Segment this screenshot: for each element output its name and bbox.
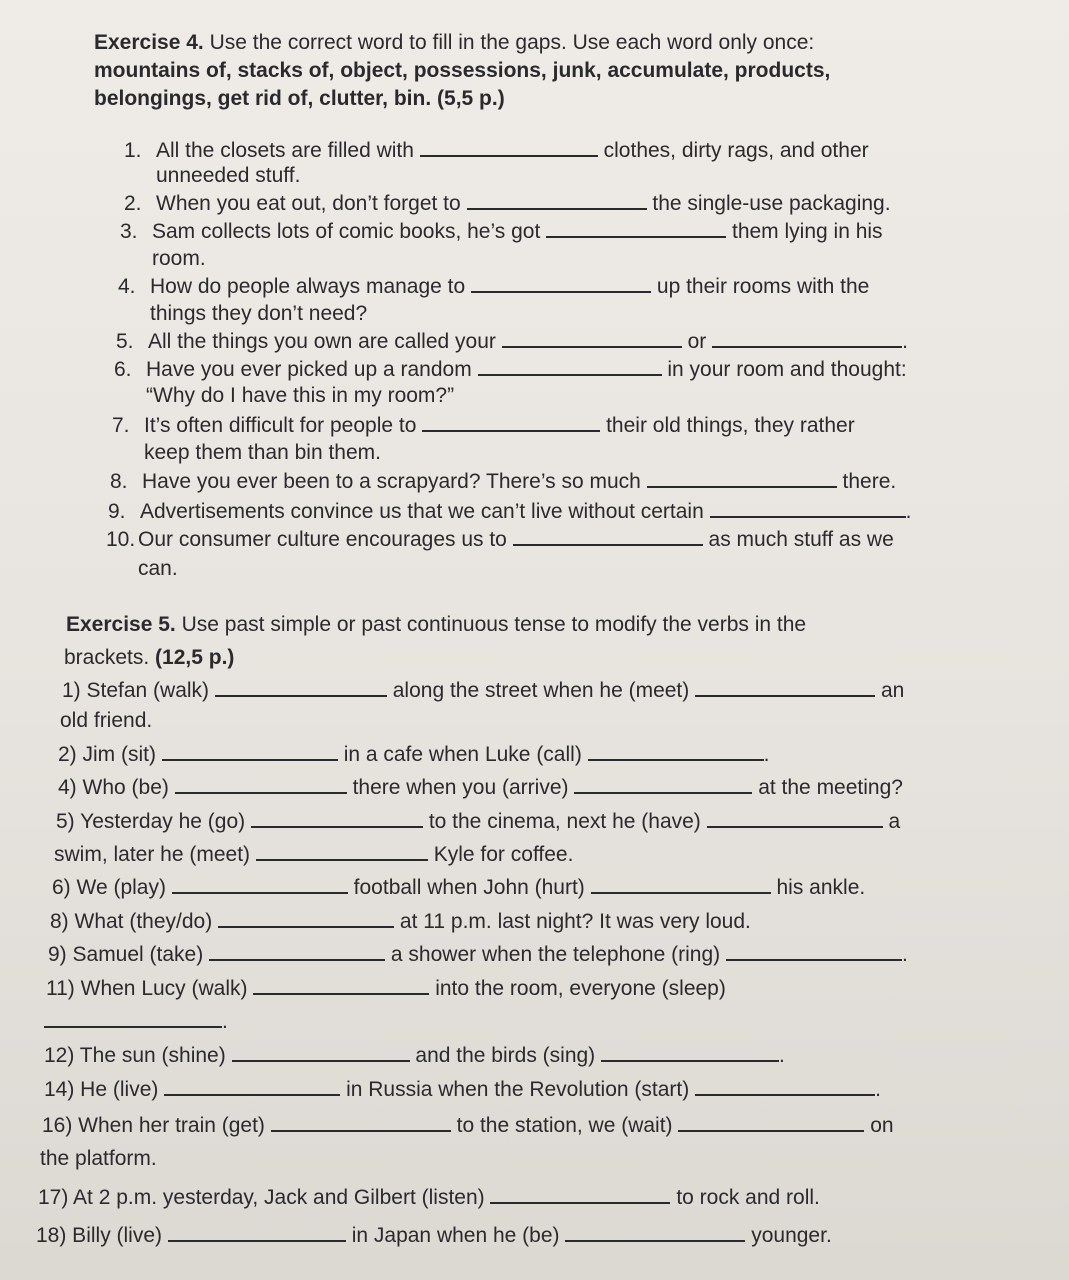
ex4-item-4: 4. How do people always manage to up their rooms with the: [118, 275, 870, 298]
ex5-item-5-cont: swim, later he (meet) Kyle for coffee.: [54, 843, 574, 866]
answer-blank[interactable]: [232, 1042, 410, 1062]
ex5-item-4: 4) Who (be) there when you (arrive) at the meeting?: [58, 776, 903, 799]
answer-blank[interactable]: [256, 841, 428, 861]
answer-blank[interactable]: [218, 908, 394, 928]
answer-blank[interactable]: [710, 498, 906, 518]
answer-blank[interactable]: [253, 975, 429, 995]
ex4-item-6: 6. Have you ever picked up a random in your room and thought:: [114, 358, 907, 381]
ex5-item-5: 5) Yesterday he (go) to the cinema, next he (have) a: [56, 810, 901, 833]
ex4-item-2: 2. When you eat out, don’t forget to the single-use packaging.: [124, 192, 891, 215]
ex4-item-6-cont: “Why do I have this in my room?”: [146, 384, 455, 407]
answer-blank[interactable]: [502, 328, 682, 348]
answer-blank[interactable]: [588, 741, 764, 761]
answer-blank[interactable]: [215, 677, 387, 697]
exercise-5-header-cont: brackets. (12,5 p.): [64, 646, 235, 669]
answer-blank[interactable]: [546, 218, 726, 238]
answer-blank[interactable]: [471, 273, 651, 293]
answer-blank[interactable]: [678, 1112, 864, 1132]
answer-blank[interactable]: [172, 874, 348, 894]
ex5-item-14: 14) He (live) in Russia when the Revolution (start) .: [44, 1078, 881, 1101]
ex4-item-3-cont: room.: [152, 247, 206, 270]
ex4-item-9: 9. Advertisements convince us that we can’t live without certain .: [108, 500, 912, 523]
ex4-item-1: 1. All the closets are filled with clothes, dirty rags, and other: [124, 139, 869, 162]
ex5-item-1-cont: old friend.: [60, 709, 153, 732]
exercise-4-header: [94, 30, 814, 56]
answer-blank[interactable]: [209, 941, 385, 961]
exercise-5-header: [66, 612, 806, 638]
exercise-4-instruction: Use the correct word to fill in the gaps. Use each word only once:: [209, 31, 815, 54]
answer-blank[interactable]: [175, 774, 347, 794]
answer-blank[interactable]: [726, 941, 902, 961]
exercise-5-instruction: Use past simple or past continuous tense to modify the verbs in the: [181, 613, 807, 636]
ex4-item-5: 5. All the things you own are called your or .: [116, 330, 908, 353]
answer-blank[interactable]: [647, 468, 837, 488]
answer-blank[interactable]: [44, 1008, 222, 1028]
exercise-5-title: Exercise 5.: [66, 613, 176, 636]
answer-blank[interactable]: [251, 808, 423, 828]
ex4-item-7-cont: keep them than bin them.: [144, 441, 381, 464]
ex4-item-10-cont: can.: [138, 557, 178, 580]
answer-blank[interactable]: [565, 1222, 745, 1242]
answer-blank[interactable]: [601, 1042, 779, 1062]
ex4-item-4-cont: things they don’t need?: [150, 302, 368, 325]
exercise-4-points: (5,5 p.): [437, 87, 505, 110]
answer-blank[interactable]: [490, 1184, 670, 1204]
exercise-5-points: (12,5 p.): [155, 646, 235, 669]
answer-blank[interactable]: [422, 412, 600, 432]
exercise-4-title: Exercise 4.: [94, 31, 204, 54]
answer-blank[interactable]: [168, 1222, 346, 1242]
answer-blank[interactable]: [467, 190, 647, 210]
ex4-item-8: 8. Have you ever been to a scrapyard? There’s so much there.: [110, 470, 897, 493]
ex4-item-7: 7. It’s often difficult for people to their old things, they rather: [112, 414, 855, 437]
answer-blank[interactable]: [271, 1112, 451, 1132]
answer-blank[interactable]: [420, 137, 598, 157]
answer-blank[interactable]: [162, 741, 338, 761]
word-bank-line-2: belongings, get rid of, clutter, bin. (5,5 p.): [94, 87, 505, 110]
ex5-item-12: 12) The sun (shine) and the birds (sing) .: [44, 1044, 785, 1067]
ex5-item-11: 11) When Lucy (walk) into the room, everyone (sleep): [46, 977, 726, 1000]
ex5-item-8: 8) What (they/do) at 11 p.m. last night? It was very loud.: [50, 910, 751, 933]
ex5-item-16-cont: the platform.: [40, 1147, 157, 1170]
ex5-item-17: 17) At 2 p.m. yesterday, Jack and Gilbert (listen) to rock and roll.: [38, 1186, 820, 1209]
ex5-item-16: 16) When her train (get) to the station, we (wait) on: [42, 1114, 894, 1137]
answer-blank[interactable]: [574, 774, 752, 794]
ex5-item-18: 18) Billy (live) in Japan when he (be) younger.: [36, 1224, 832, 1247]
ex5-item-6: 6) We (play) football when John (hurt) his ankle.: [52, 876, 866, 899]
answer-blank[interactable]: [712, 328, 902, 348]
ex5-item-11-cont: .: [44, 1008, 228, 1035]
ex4-item-3: 3. Sam collects lots of comic books, he’s got them lying in his: [120, 220, 883, 243]
answer-blank[interactable]: [707, 808, 883, 828]
ex5-item-1: 1) Stefan (walk) along the street when he (meet) an: [62, 679, 905, 702]
ex5-item-2: 2) Jim (sit) in a cafe when Luke (call) .: [58, 743, 770, 766]
ex4-item-1-cont: unneeded stuff.: [156, 164, 301, 187]
answer-blank[interactable]: [695, 677, 875, 697]
answer-blank[interactable]: [591, 874, 771, 894]
answer-blank[interactable]: [478, 356, 662, 376]
word-bank-line-1: mountains of, stacks of, object, possessions, junk, accumulate, products,: [94, 59, 831, 82]
answer-blank[interactable]: [695, 1076, 875, 1096]
answer-blank[interactable]: [513, 526, 703, 546]
answer-blank[interactable]: [164, 1076, 340, 1096]
ex4-item-10: 10. Our consumer culture encourages us to as much stuff as we: [106, 528, 894, 551]
ex5-item-9: 9) Samuel (take) a shower when the telephone (ring) .: [48, 943, 908, 966]
